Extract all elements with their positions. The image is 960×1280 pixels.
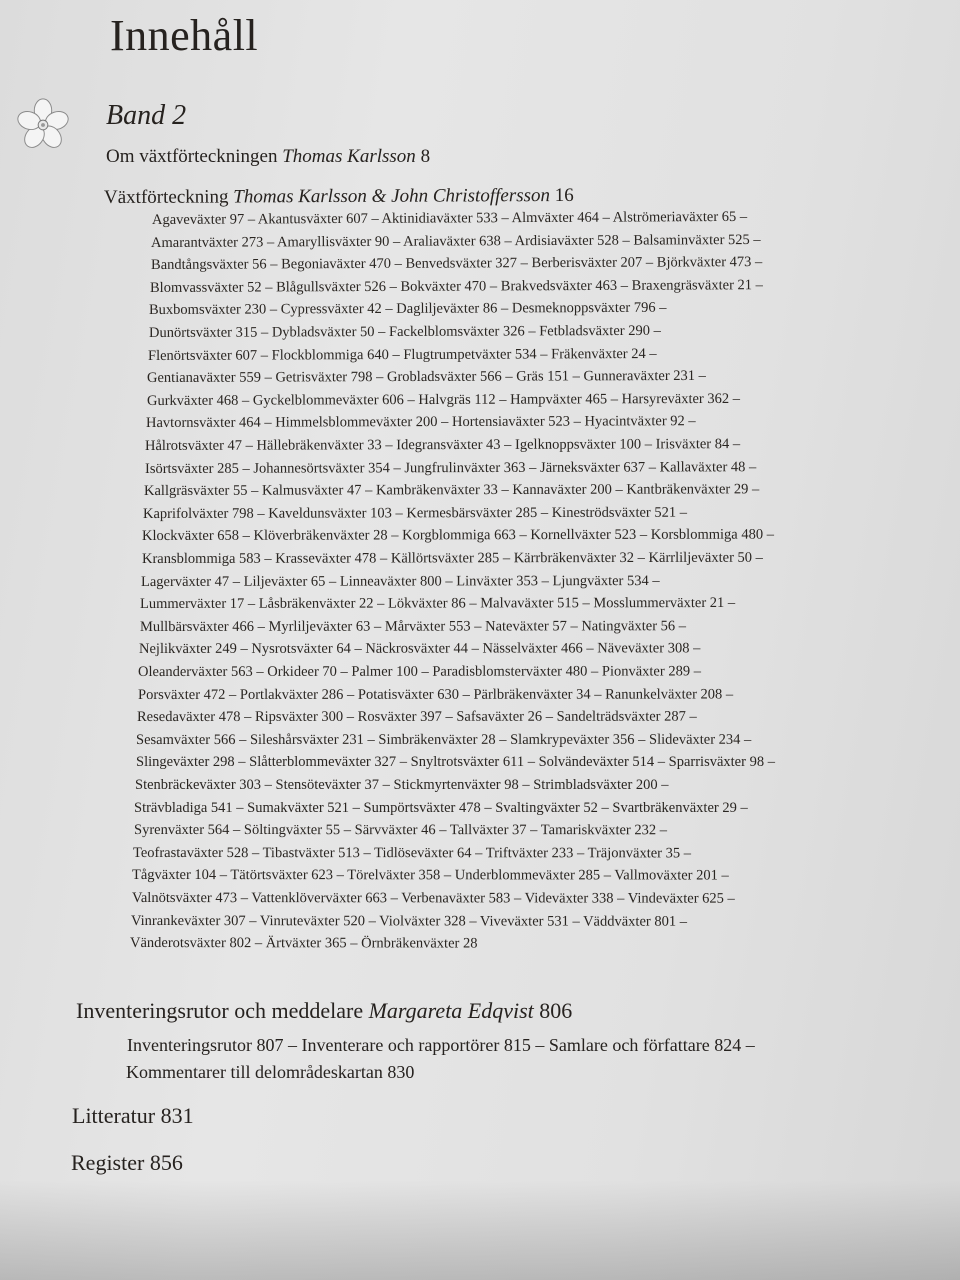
plant-family-line: Flenörtsväxter 607 – Flockblommiga 640 – Flugtrumpetväxter 534 – Fräkenväxter 24 – [147,345,657,364]
plant-family-line: Teofrastaväxter 528 – Tibastväxter 513 – Tidlöseväxter 64 – Triftväxter 233 – Träjonväxter 35 – [132,844,691,862]
toc-entry-page: 856 [149,1150,183,1175]
plant-family-line: Slingeväxter 298 – Slåtterblommeväxter 327 – Snyltrotsväxter 611 – Solvändeväxter 514 – Sparrisväxter 98 – [135,754,775,771]
plant-family-line: Valnötsväxter 473 – Vattenklöverväxter 663 – Verbenaväxter 583 – Videväxter 338 – Vindeväxter 625 – [131,890,735,907]
plant-family-line: Porsväxter 472 – Portlakväxter 286 – Potatisväxter 630 – Pärlbräkenväxter 34 – Ranunkelväxter 208 – [137,686,733,703]
toc-entry-page: 806 [539,998,573,1023]
page-title: Innehåll [110,11,259,60]
plant-family-line: Tågväxter 104 – Tätörtsväxter 623 – Törelväxter 358 – Underblommeväxter 285 – Vallmoväxter 201 – [132,867,730,884]
plant-family-line: Gurkväxter 468 – Gyckelblommeväxter 606 – Halvgräs 112 – Hampväxter 465 – Harsyreväxter 362 – [146,390,740,409]
plant-family-line: Amarantväxter 273 – Amaryllisväxter 90 – Araliaväxter 638 – Ardisiaväxter 528 – Balsaminväxter 525 – [151,231,761,251]
plant-family-line: Nejlikväxter 249 – Nysrotsväxter 64 – Näckrosväxter 44 – Nässelväxter 466 – Näveväxter 308 – [139,640,701,658]
toc-entry-title: Litteratur [72,1103,156,1128]
plant-family-line: Vinrankeväxter 307 – Vinruteväxter 520 – Violväxter 328 – Viveväxter 531 – Väddväxter 801 – [130,912,687,930]
plant-family-line: Hålrotsväxter 47 – Hällebräkenväxter 33 – Idegransväxter 43 – Igelknoppsväxter 100 – Irisväxter 84 – [145,436,741,454]
toc-entry-page: 8 [420,146,431,167]
plant-family-line: Stenbräckeväxter 303 – Stensöteväxter 37 – Stickmyrtenväxter 98 – Strimbladsväxter 200 – [135,777,669,793]
toc-entry-author: Margareta Edqvist [368,998,534,1023]
toc-entry-page: 831 [160,1103,194,1128]
toc-entry-title: Växtförteckning [103,186,229,209]
plant-family-line: Kallgräsväxter 55 – Kalmusväxter 47 – Kambräkenväxter 33 – Kannaväxter 200 – Kantbräkenväxter 29 – [143,481,760,500]
plant-family-line: Kaprifolväxter 798 – Kaveldunsväxter 103 – Kermesbärsväxter 285 – Kineströdsväxter 521 – [143,504,688,522]
plant-family-line: Gentianaväxter 559 – Getrisväxter 798 – Grobladsväxter 566 – Gräs 151 – Gunneraväxter 231 – [147,368,707,387]
plant-family-line: Sesamväxter 566 – Sileshårsväxter 231 – Simbräkenväxter 28 – Slamkrypeväxter 356 – Slideväxter 234 – [136,731,752,748]
plant-family-line: Isörtsväxter 285 – Johannesörtsväxter 354 – Jungfrulinväxter 363 – Järneksväxter 637 – Kallaväxter 48 – [144,458,756,477]
plant-family-line: Agaveväxter 97 – Akantusväxter 607 – Aktinidiaväxter 533 – Almväxter 464 – Alströmeriaväxter 65 – [151,208,748,228]
toc-entry-author: Thomas Karlsson & John Christoffersson [233,185,551,208]
band-label: Band 2 [106,100,187,131]
toc-entry-litteratur [72,1103,194,1129]
toc-entry-inventeringsrutor [76,998,572,1024]
toc-entry-page: 16 [554,184,574,207]
toc-entry-title: Inventeringsrutor och meddelare [76,998,364,1023]
inventering-sub-line: Kommentarer till delområdeskartan 830 [126,1062,415,1082]
toc-entry-title: Om växtförteckningen [106,146,278,167]
toc-entry-author: Thomas Karlsson [282,146,416,167]
plant-family-line: Syrenväxter 564 – Söltingväxter 55 – Särvväxter 46 – Tallväxter 37 – Tamariskväxter 232 – [133,822,667,839]
inventering-sub-line: Inventeringsrutor 807 – Inventerare och rapportörer 815 – Samlare och författare 824 – [127,1035,755,1055]
plant-family-line: Dunörtsväxter 315 – Dybladsväxter 50 – Fackelblomsväxter 326 – Fetbladsväxter 290 – [148,322,661,341]
plant-family-line: Oleanderväxter 563 – Orkideer 70 – Palmer 100 – Paradisblomsterväxter 480 – Pionväxter 289 – [138,663,702,680]
toc-entry-register [71,1150,183,1176]
plant-family-line: Lagerväxter 47 – Liljeväxter 65 – Linneaväxter 800 – Linväxter 353 – Ljungväxter 534 – [141,572,660,590]
plant-family-line: Kransblommiga 583 – Krasseväxter 478 – Källörtsväxter 285 – Kärrbräkenväxter 32 – Kärrliljeväxter 50 – [141,549,763,567]
plant-family-line: Klockväxter 658 – Klöverbräkenväxter 28 – Korgblommiga 663 – Kornellväxter 523 – Korsblommiga 480 – [142,526,775,545]
plant-family-line: Bandtångsväxter 56 – Begoniaväxter 470 – Benvedsväxter 327 – Berberisväxter 207 – Björkväxter 473 – [150,254,762,274]
toc-entry-title: Register [71,1150,145,1175]
plant-family-line: Blomvassväxter 52 – Blågullsväxter 526 – Bokväxter 470 – Brakvedsväxter 463 – Braxengräsväxter 21 – [149,276,763,296]
plant-family-line: Mullbärsväxter 466 – Myrliljeväxter 63 – Mårväxter 553 – Nateväxter 57 – Natingväxter 56 – [139,617,686,635]
plant-family-line: Buxbomsväxter 230 – Cypressväxter 42 – Dagliljeväxter 86 – Desmeknoppsväxter 796 – [149,300,667,319]
plant-family-line: Lummerväxter 17 – Låsbräkenväxter 22 – Lökväxter 86 – Malvaväxter 515 – Mosslummerväxter 21 – [140,595,736,613]
plant-family-line: Vänderotsväxter 802 – Ärtväxter 365 – Örnbräkenväxter 28 [130,935,478,952]
plant-family-line: Strävbladiga 541 – Sumakväxter 521 – Sumpörtsväxter 478 – Svaltingväxter 52 – Svartbräkenväxter 29 – [134,799,749,816]
plant-family-line: Resedaväxter 478 – Ripsväxter 300 – Rosväxter 397 – Safsaväxter 26 – Sandelträdsväxter 287 – [137,708,697,726]
plant-family-line: Havtornsväxter 464 – Himmelsblommeväxter 200 – Hortensiaväxter 523 – Hyacintväxter 92 – [145,413,696,432]
